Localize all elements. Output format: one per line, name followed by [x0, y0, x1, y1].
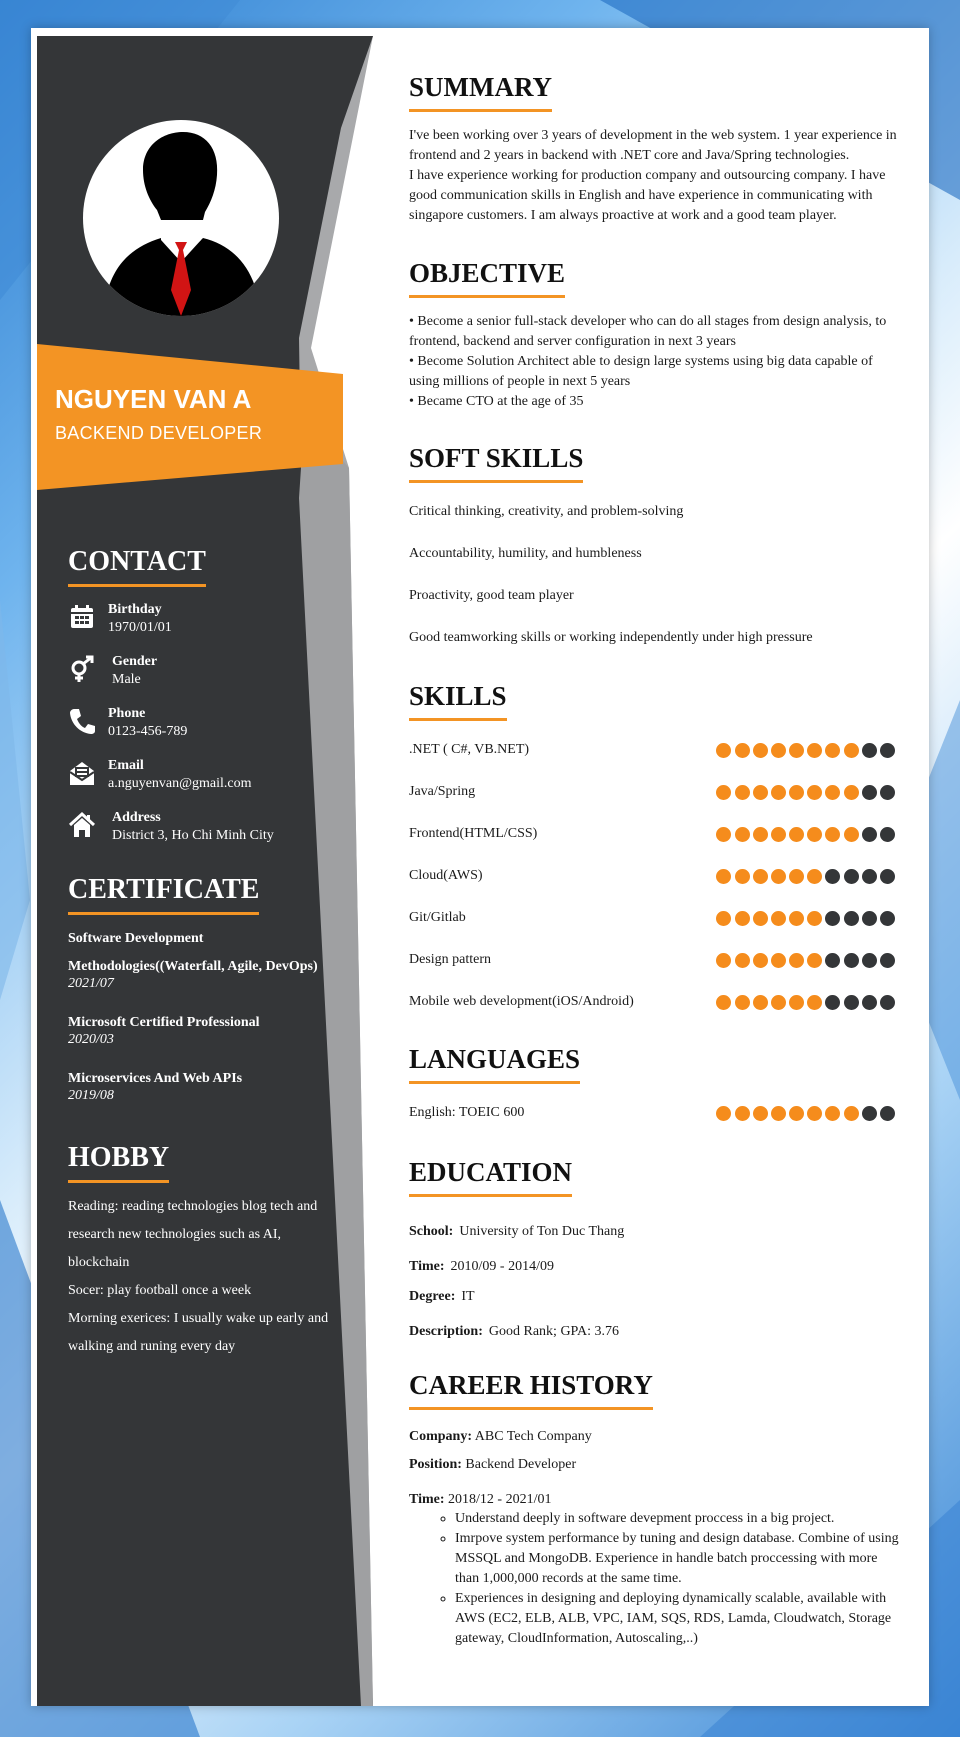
rating-dot-empty	[862, 785, 877, 800]
rating-dot-filled	[844, 1106, 859, 1121]
contact-address: Address District 3, Ho Chi Minh City	[68, 809, 348, 861]
skill-rating	[713, 911, 895, 926]
career-section	[409, 1370, 919, 1649]
rating-dot-filled	[716, 911, 731, 926]
summary-heading: SUMMARY	[409, 72, 552, 112]
rating-dot-empty	[844, 995, 859, 1010]
education-heading: EDUCATION	[409, 1157, 572, 1197]
rating-dot-filled	[825, 827, 840, 842]
rating-dot-filled	[807, 953, 822, 968]
rating-dot-filled	[789, 743, 804, 758]
rating-dot-filled	[716, 785, 731, 800]
contact-heading: CONTACT	[68, 546, 206, 587]
rating-dot-filled	[753, 827, 768, 842]
soft-skills-section	[409, 443, 919, 671]
career-heading: CAREER HISTORY	[409, 1370, 653, 1410]
rating-dot-empty	[862, 1106, 877, 1121]
hobby-line: Reading: reading technologies blog tech and	[68, 1199, 318, 1214]
education-degree: Degree: IT	[409, 1289, 475, 1304]
rating-dot-empty	[862, 911, 877, 926]
rating-dot-filled	[735, 827, 750, 842]
rating-dot-filled	[716, 953, 731, 968]
rating-dot-filled	[735, 995, 750, 1010]
rating-dot-filled	[807, 827, 822, 842]
soft-skill-item: Good teamworking skills or working independently under high pressure	[409, 630, 813, 645]
email-icon	[68, 759, 96, 787]
objective-section: OBJECTIVE • Become a senior full-stack developer who can do all stages from design analysis, to frontend, backend and server configuration in next 3 years • Become Solution Architect able to design large systems using big data capable of using millions of people in next 5 years • Became CTO at the age of 35	[409, 258, 887, 409]
rating-dot-filled	[753, 869, 768, 884]
home-icon	[68, 811, 96, 839]
rating-dot-filled	[807, 785, 822, 800]
rating-dot-filled	[771, 869, 786, 884]
skills-heading: SKILLS	[409, 681, 507, 721]
career-position: Position: Backend Developer	[409, 1457, 577, 1472]
rating-dot-filled	[771, 953, 786, 968]
rating-dot-filled	[771, 785, 786, 800]
rating-dot-empty	[825, 911, 840, 926]
rating-dot-empty	[844, 953, 859, 968]
skill-rating	[713, 995, 895, 1010]
contact-phone: Phone 0123-456-789	[68, 705, 348, 757]
rating-dot-filled	[807, 995, 822, 1010]
rating-dot-filled	[716, 995, 731, 1010]
rating-dot-empty	[844, 911, 859, 926]
rating-dot-empty	[862, 869, 877, 884]
profile-photo	[83, 120, 279, 316]
rating-dot-filled	[825, 1106, 840, 1121]
skill-row: Java/Spring	[409, 783, 919, 825]
rating-dot-filled	[844, 827, 859, 842]
career-bullet: ◦ Imrpove system performance by tuning and design database. Combine of using MSSQL and MongoDB. Experience in handle batch proccessing with more than 1,000,000 records at the same time.	[455, 1529, 919, 1589]
skill-row: Cloud(AWS)	[409, 867, 919, 909]
rating-dot-filled	[771, 995, 786, 1010]
certificate-section	[68, 874, 348, 1121]
rating-dot-empty	[862, 995, 877, 1010]
rating-dot-filled	[771, 827, 786, 842]
calendar-icon	[68, 603, 96, 631]
objective-heading: OBJECTIVE	[409, 258, 565, 298]
rating-dot-filled	[789, 785, 804, 800]
hobby-line: Morning exerices: I usually wake up early and	[68, 1311, 329, 1326]
certificate-item: Microsoft Certified Professional 2020/03	[68, 1015, 260, 1047]
candidate-name: NGUYEN VAN A	[55, 384, 252, 414]
rating-dot-filled	[735, 869, 750, 884]
skill-row: .NET ( C#, VB.NET)	[409, 741, 919, 783]
rating-dot-filled	[807, 743, 822, 758]
rating-dot-filled	[789, 911, 804, 926]
language-rating	[713, 1106, 895, 1121]
languages-heading: LANGUAGES	[409, 1044, 580, 1084]
rating-dot-filled	[753, 995, 768, 1010]
career-bullet: ◦ Understand deeply in software devepment proccess in a big project.	[455, 1509, 919, 1529]
rating-dot-filled	[789, 1106, 804, 1121]
rating-dot-filled	[735, 785, 750, 800]
rating-dot-empty	[880, 1106, 895, 1121]
rating-dot-filled	[753, 953, 768, 968]
skill-rating	[713, 827, 895, 842]
rating-dot-filled	[844, 785, 859, 800]
rating-dot-filled	[771, 1106, 786, 1121]
education-section	[409, 1157, 919, 1339]
contact-email: Email a.nguyenvan@gmail.com	[68, 757, 348, 809]
rating-dot-empty	[844, 869, 859, 884]
hobby-heading: HOBBY	[68, 1142, 169, 1183]
skills-section	[409, 681, 919, 1035]
rating-dot-filled	[716, 743, 731, 758]
education-school: School: University of Ton Duc Thang	[409, 1224, 625, 1239]
skill-rating	[713, 869, 895, 884]
career-bullets	[409, 1509, 919, 1649]
rating-dot-filled	[789, 869, 804, 884]
rating-dot-filled	[771, 743, 786, 758]
skill-row: Git/Gitlab	[409, 909, 919, 951]
languages-section	[409, 1044, 919, 1146]
rating-dot-filled	[735, 953, 750, 968]
rating-dot-filled	[735, 743, 750, 758]
rating-dot-filled	[716, 827, 731, 842]
rating-dot-empty	[880, 827, 895, 842]
rating-dot-filled	[807, 1106, 822, 1121]
rating-dot-filled	[735, 911, 750, 926]
rating-dot-filled	[807, 911, 822, 926]
hobby-line: research new technologies such as AI,	[68, 1227, 282, 1242]
hobby-line: blockchain	[68, 1255, 130, 1270]
rating-dot-empty	[880, 869, 895, 884]
rating-dot-filled	[789, 827, 804, 842]
skill-row: Design pattern	[409, 951, 919, 993]
rating-dot-filled	[753, 911, 768, 926]
soft-skill-item: Critical thinking, creativity, and problem-solving	[409, 504, 684, 519]
certificate-item: Software Development Methodologies((Waterfall, Agile, DevOps) 2021/07	[68, 931, 318, 991]
rating-dot-filled	[753, 743, 768, 758]
rating-dot-filled	[825, 743, 840, 758]
rating-dot-filled	[716, 869, 731, 884]
certificate-item: Microservices And Web APIs 2019/08	[68, 1071, 243, 1103]
rating-dot-empty	[862, 827, 877, 842]
skill-row: Frontend(HTML/CSS)	[409, 825, 919, 867]
rating-dot-empty	[825, 995, 840, 1010]
rating-dot-filled	[735, 1106, 750, 1121]
rating-dot-empty	[825, 953, 840, 968]
education-time: Time: 2010/09 - 2014/09	[409, 1259, 554, 1274]
rating-dot-empty	[880, 995, 895, 1010]
career-time: Time: 2018/12 - 2021/01	[409, 1492, 552, 1507]
candidate-role: BACKEND DEVELOPER	[55, 423, 263, 443]
contact-section	[68, 546, 348, 861]
certificate-heading: CERTIFICATE	[68, 874, 259, 915]
resume-page	[31, 28, 929, 1706]
rating-dot-empty	[880, 743, 895, 758]
rating-dot-filled	[771, 911, 786, 926]
career-bullet: ◦ Experiences in designing and deploying dynamically scalable, available with AWS (EC2, ELB, ALB, VPC, IAM, SQS, RDS, Lamda, Cloudwatch, Storage gateway, CloudInformation, Autoscaling,..)	[455, 1589, 919, 1649]
rating-dot-empty	[880, 911, 895, 926]
soft-skill-item: Accountability, humility, and humbleness	[409, 546, 642, 561]
rating-dot-filled	[753, 785, 768, 800]
phone-icon	[68, 707, 96, 735]
contact-gender: Gender Male	[68, 653, 348, 705]
rating-dot-empty	[862, 953, 877, 968]
person-silhouette-icon	[83, 120, 279, 316]
rating-dot-empty	[880, 953, 895, 968]
skill-row: Mobile web development(iOS/Android)	[409, 993, 919, 1035]
skill-rating	[713, 785, 895, 800]
language-row: English: TOEIC 600	[409, 1104, 919, 1146]
soft-skills-heading: SOFT SKILLS	[409, 443, 583, 483]
rating-dot-filled	[753, 1106, 768, 1121]
gender-icon	[68, 655, 96, 683]
rating-dot-empty	[825, 869, 840, 884]
rating-dot-filled	[807, 869, 822, 884]
career-company: Company: ABC Tech Company	[409, 1429, 592, 1444]
hobby-line: Socer: play football once a week	[68, 1283, 252, 1298]
skill-rating	[713, 743, 895, 758]
soft-skill-item: Proactivity, good team player	[409, 588, 574, 603]
summary-section: SUMMARY I've been working over 3 years of development in the web system. 1 year experience in frontend and 2 years in backend with .NET core and Java/Spring technologies. I have experience working for production company and outsourcing company. I have good communication skills in English and have experience in communicating with singapore customers. I am always proactive at work and a good team player.	[409, 72, 897, 223]
rating-dot-empty	[862, 743, 877, 758]
rating-dot-filled	[844, 743, 859, 758]
rating-dot-filled	[716, 1106, 731, 1121]
contact-birthday: Birthday 1970/01/01	[68, 601, 348, 653]
education-description: Description: Good Rank; GPA: 3.76	[409, 1324, 620, 1339]
rating-dot-filled	[789, 953, 804, 968]
rating-dot-empty	[880, 785, 895, 800]
rating-dot-filled	[825, 785, 840, 800]
hobby-section	[68, 1142, 348, 1361]
rating-dot-filled	[789, 995, 804, 1010]
skill-rating	[713, 953, 895, 968]
hobby-line: walking and runing every day	[68, 1339, 236, 1354]
